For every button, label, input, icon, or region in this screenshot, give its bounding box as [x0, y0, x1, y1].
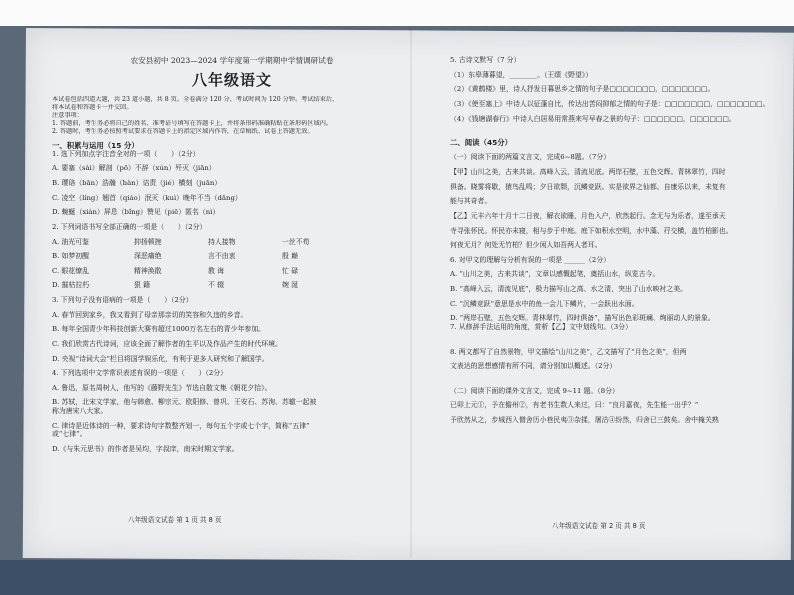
word-cell: A. 油光可鉴 [52, 237, 89, 246]
left-page-footer: 八年级语文试卷 第 1 页 共 8 页 [128, 516, 222, 524]
question-stem: 3. 下列句子没有语病的一项是（ ）（2分） [52, 296, 193, 305]
option-line: D. 蜿蜒（xián）屏息（bǐng）赞见（piē）匿名（nì） [52, 208, 220, 217]
word-cell: 不 辍 [208, 281, 224, 290]
option-line: B. 璎珞（bān）浩瀚（hàn）诘责（jié）横刻（juān） [52, 179, 222, 188]
option-line: D.《与朱元思书》的作者是吴均，字叔庠，南宋时期文学家。 [52, 444, 239, 453]
word-cell: 狠 籍 [134, 281, 150, 290]
fill-line: （2）《黄鹤楼》里，诗人抒发日暮思乡之情的句子是□□□□□□□，□□□□□□□。 [450, 85, 715, 94]
instruction-line: 1. 答题前，考生务必将自己的姓名、准考证号填写在答题卡上，并将条形码准确粘贴在条形码区域内。 [52, 120, 333, 128]
instruction-line: 本试卷包括四道大题，共 23 道小题，共 8 页。全卷满分 120 分，考试时间为 120 分钟。考试结束后， [52, 96, 339, 104]
option-line: 称为唐宋八大家。 [52, 407, 108, 416]
fill-line: （3）《使至塞上》中诗人以征蓬自比，传达出苦闷抑郁之情的句子是：□□□□□□□，□□□□□□□。 [450, 99, 770, 108]
word-cell: 忙 碌 [282, 266, 298, 275]
fill-line: （4）《钱塘湖春行》中诗人白居易用常燕来写早春之景的句子：□□□□□□，□□□□□□。 [450, 114, 736, 123]
option-line: A. 要塞（sài）解剖（pō）不辞（xún）歼灭（jiān） [52, 164, 216, 173]
question-stem: 6. 对甲文的理解与分析有误的一项是 ______（2分） [450, 255, 611, 264]
instruction-line: 将本试卷和答题卡一并交回。 [52, 104, 133, 112]
option-line: A. 鲁迅，原名周树人，他写的《藤野先生》节选自散文集《朝花夕拾》。 [52, 383, 272, 392]
question-stem: 2. 下列词语书写全部正确的一项是（ ）（2分） [52, 222, 207, 231]
option-line: B. “高峰入云，清流见底”，极力描写山之高、水之清，突出了山水映衬之美。 [450, 285, 687, 293]
word-option-row [52, 267, 412, 276]
passage-line: 何夜无月？何处无竹柏？但少闲人如吾两人者耳。 [450, 241, 602, 250]
word-cell: D. 摧枯拉朽 [52, 281, 90, 290]
option-line: C. “沉鳞竞跃”意思是水中的鱼一会儿下鳞片，一会跃出水面。 [450, 299, 639, 308]
passage-line: 寺寻张怀民。怀民亦未寝，相与步于中庭。庭下如积水空明，水中藻、荇交横，盖竹柏影也。 [450, 226, 733, 235]
option-line: C. 凌空（líng）翘首（qiáo）泯灭（kuì）晚年不当（dǎng） [52, 193, 242, 202]
instruction-line: 2. 答题时，考生务必按照考试要求在答题卡上的指定区域内作答，在草稿纸、试卷上答题无效。 [52, 128, 314, 136]
question-stem: 7. 从修辞手法运用的角度，赏析【乙】文中划线句。（3分） [450, 322, 632, 331]
subject-title: 八年级语文 [191, 71, 272, 90]
option-line: C. 律诗是近体诗的一种，要求诗句字数整齐划一，每句五个字或七个字，简称“五律” [52, 421, 310, 430]
passage-line: 已卯上元①，予在儋州②，有老书生数人来过，曰：“良月嘉夜，先生能一出乎？” [450, 401, 699, 410]
option-line: D. 央视“诗词大会”栏目将国学娱乐化，有利于更多人研究和了解国学。 [52, 354, 269, 363]
option-line: D. “两岸石壁，五色交辉。青林翠竹，四时俱备”，描写出色彩斑斓、绚丽动人的景象。 [450, 314, 715, 323]
question-stem: 文表达的思想感情有所不同，请分别加以概述。（2分） [450, 362, 617, 371]
word-cell: 精神涣散 [134, 266, 162, 275]
word-option-row [52, 281, 412, 290]
passage-line: 【乙】元丰六年十月十二日夜，解衣欲睡，月色入户，欣然起行。念无与为乐者，遂至承天 [450, 211, 726, 220]
word-cell: 深恶痛绝 [134, 252, 162, 261]
word-cell: 言不由衷 [208, 252, 236, 261]
passage-line: 俱备。晓雾将歇，猿鸟乱鸣；夕日欲颓，沉鳞竞跃。实是欲界之仙都。自康乐以来，未复有 [450, 182, 726, 191]
question-stem: 8. 两文都写了自然景物，甲文描绘“山川之美”，乙文描写了“月色之美”，但两 [450, 347, 687, 356]
option-line: C. 我们欣赏古代诗词，应该全面了解作者的生平以及作品产生的时代环境。 [52, 339, 282, 348]
question-stem: 4. 下列选项中文学常识表述有误的一项是（ ）（2分） [52, 369, 228, 378]
word-cell: 婉 涎 [282, 281, 298, 290]
word-cell: 抑扬顿挫 [134, 237, 162, 246]
background-desk [0, 560, 794, 595]
top-margin [0, 0, 794, 26]
word-cell: 殷 巅 [282, 252, 298, 261]
passage-line: 【甲】山川之美，古来共谈。高峰入云，清流见底。两岸石壁，五色交辉。青林翠竹，四时 [450, 168, 726, 176]
word-cell: C. 眼花缭乱 [52, 266, 89, 275]
option-line: B. 苏轼，北宋文学家，他与韩愈、柳宗元、欧阳修、曾巩、王安石、苏洵、苏辙一起被 [52, 398, 317, 407]
question-stem: 1. 选下列加点字注音全对的一项（ ）（2分） [52, 149, 200, 158]
word-cell: 持人接物 [208, 237, 236, 246]
right-page [450, 56, 788, 425]
word-cell: 一丝不苟 [282, 237, 310, 246]
word-option-row [52, 252, 412, 261]
section-heading: 二、阅读（45分） [450, 138, 513, 148]
passage-intro: （二）阅读下面的课外文言文，完成 9~11 题。（8分） [450, 386, 619, 395]
fill-line: （1）东皋薄暮望，________。（王绩《野望》） [450, 70, 593, 79]
option-line: 或“七律”。 [52, 430, 87, 439]
passage-intro: （一）阅读下面的两篇文言文，完成6~8题。（7分） [450, 153, 611, 162]
option-line: B. 每年全国青少年科技创新大赛有超过1000万名左右的青少年参加。 [52, 325, 266, 334]
word-option-row [52, 238, 412, 247]
word-cell: 教 诲 [208, 266, 224, 275]
left-page [52, 54, 412, 454]
passage-line: 予欣然从之，步城西入僧舍历小巷民夷③杂揉，屠沽④纷然，归舍已三鼓矣。舍中掩关熟 [450, 416, 719, 424]
option-line: A. 春节回到家乡，我又看到了母亲那亲切的笑容和久违的乡音。 [52, 310, 248, 319]
right-page-footer: 八年级语文试卷 第 2 页 共 8 页 [552, 522, 646, 530]
instruction-line: 注意事项： [52, 112, 83, 120]
question-stem: 5. 古诗文默写（7 分） [450, 56, 521, 64]
section-heading: 一、积累与运用（15 分） [52, 140, 139, 150]
passage-line: 能与其奇者。 [450, 197, 492, 206]
option-line: A. “山川之美，古来共谈”，文章以感慨起笔，奠括山水，纵览古今。 [450, 270, 660, 279]
word-cell: B. 如梦初醒 [52, 252, 90, 261]
school-title: 农安县初中 2023—2024 学年度第一学期期中学情调研试卷 [130, 56, 334, 65]
